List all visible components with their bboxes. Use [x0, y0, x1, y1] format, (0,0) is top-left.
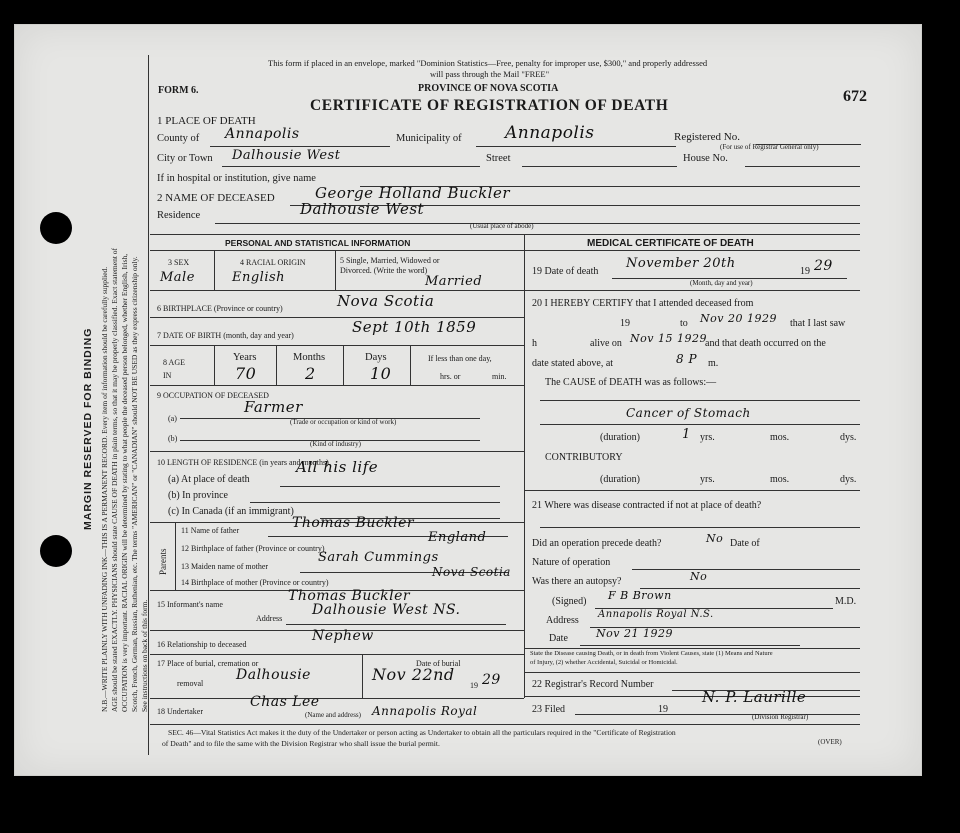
years-label: Years [233, 352, 257, 363]
filed-year-prefix: 19 [658, 704, 668, 715]
municipality-line [476, 146, 676, 147]
birthplace-label: 6 BIRTHPLACE (Province or country) [157, 304, 283, 313]
filed-label: 23 Filed [532, 704, 566, 715]
cause-blank-line [540, 400, 860, 401]
father-name-value: Thomas Buckler [292, 515, 415, 531]
residence-line [215, 223, 860, 224]
residence-note: (Usual place of abode) [470, 222, 534, 230]
instruction-line-4: Scotch, French, German, Russian, Ruthenian, etc. The terms "AMERICAN" or "CANADIAN" should NOT BE USED as they express citizenship only. [130, 256, 139, 712]
cause-value: Cancer of Stomach [626, 406, 751, 420]
burial-label-1: 17 Place of burial, cremation or [157, 659, 259, 668]
division-registrar-signature: N. P. Laurille [702, 688, 807, 706]
column-divider [524, 234, 525, 698]
residence-a-value: All his life [296, 458, 379, 476]
father-name-label: 11 Name of father [181, 526, 240, 535]
operation-label: Did an operation precede death? [532, 538, 662, 549]
last-saw-label: that I last saw [790, 318, 846, 329]
medical-heading-line [524, 250, 860, 251]
certify-label: 20 I HEREBY CERTIFY that I attended deceased from [532, 298, 754, 309]
row-7-line [150, 345, 524, 346]
mail-notice-line-1: This form if placed in an envelope, marked "Dominion Statistics—Free, penalty for improper use, $300," and properly addressed [268, 58, 708, 68]
burial-year-value: 29 [482, 672, 501, 688]
instruction-line-1: N.B.—WRITE PLAINLY WITH UNFADING INK—THIS IS A PERMANENT RECORD. Every item of information should be carefully supplied. [100, 266, 109, 712]
division-registrar-note: (Division Registrar) [752, 713, 809, 721]
row-19-line [524, 290, 860, 291]
medical-date-value: Nov 21 1929 [596, 627, 673, 640]
registered-no-label: Registered No. [674, 131, 740, 143]
binding-hole-top [40, 212, 72, 244]
dob-label: 7 DATE OF BIRTH (month, day and year) [157, 331, 294, 340]
cause-yrs-label: yrs. [700, 432, 715, 443]
row-violent-line [524, 672, 860, 673]
row-17-line [150, 698, 524, 699]
alive-prefix: h [532, 338, 537, 349]
over-note: (OVER) [818, 738, 842, 746]
md-label: M.D. [835, 596, 857, 607]
instruction-line-3: OCCUPATION is very important. RACIAL ORIGIN will be determined by stating to what people the deceased person belonged, whether English, Irish, [120, 253, 129, 712]
signed-label: (Signed) [552, 596, 587, 607]
hospital-label: If in hospital or institution, give name [157, 173, 316, 184]
burial-label-2: removal [177, 679, 204, 688]
informant-address-label: Address [256, 614, 283, 623]
occupation-industry-note: (Kind of industry) [310, 440, 361, 448]
street-line [522, 166, 677, 167]
q21-label: 21 Where was disease contracted if not at place of death? [532, 500, 762, 511]
relationship-value: Nephew [312, 628, 374, 644]
relationship-label: 16 Relationship to deceased [157, 640, 247, 649]
section-46-line-2: of Death" and to file the same with the Division Registrar who shall issue the burial permit. [162, 739, 440, 748]
years-value: 70 [235, 364, 257, 383]
attended-from-prefix: 19 [620, 318, 630, 329]
medical-sign-box-line [524, 648, 860, 649]
undertaker-address-value: Annapolis Royal [372, 704, 478, 718]
attended-to-value: Nov 20 1929 [700, 312, 777, 325]
cause-dys-label: dys. [840, 432, 857, 443]
municipality-value: Annapolis [505, 123, 595, 143]
death-occurred-label: and that death occurred on the [705, 338, 826, 349]
form-number: FORM 6. [158, 85, 199, 96]
time-value: 8 P [676, 352, 698, 366]
mother-birthplace-value: Nova Scotia [432, 565, 511, 579]
residence-c-label: (c) In Canada (if an immigrant) [168, 506, 294, 517]
hrs-label: hrs. or [440, 372, 461, 381]
marital-label-2: Divorced. (Write the word) [340, 266, 428, 275]
days-label: Days [365, 352, 387, 363]
operation-value: No [706, 532, 724, 545]
months-value: 2 [305, 364, 316, 383]
death-year-prefix: 19 [800, 266, 810, 277]
age-divider-4 [410, 345, 411, 385]
father-birthplace-value: England [428, 530, 487, 545]
burial-divider [362, 654, 363, 698]
occupation-label: 9 OCCUPATION OF DECEASED [157, 391, 269, 400]
row-22-line [524, 696, 860, 697]
city-value: Dalhousie West [232, 148, 341, 163]
contrib-mos-label: mos. [770, 474, 790, 485]
binding-hole-bottom [40, 535, 72, 567]
father-birthplace-label: 12 Birthplace of father (Province or country) [181, 544, 325, 553]
house-no-label: House No. [683, 153, 728, 164]
county-line [210, 146, 390, 147]
mother-birthplace-label: 14 Birthplace of mother (Province or country) [181, 578, 329, 587]
medical-cert-heading: MEDICAL CERTIFICATE OF DEATH [587, 238, 754, 249]
parents-divider [175, 522, 176, 590]
residence-length-label: 10 LENGTH OF RESIDENCE (in years and months) [157, 458, 329, 467]
less-than-day-label: If less than one day, [428, 354, 492, 363]
burial-date-value: Nov 22nd [372, 665, 455, 684]
mother-name-label: 13 Maiden name of mother [181, 562, 269, 571]
undertaker-note: (Name and address) [305, 711, 361, 719]
cause-duration-value: 1 [682, 427, 691, 442]
informant-label: 15 Informant's name [157, 600, 223, 609]
contributory-line [524, 490, 860, 491]
province-name: PROVINCE OF NOVA SCOTIA [418, 83, 559, 94]
occupation-b: (b) [168, 434, 178, 443]
occupation-trade-note: (Trade or occupation or kind of work) [290, 418, 397, 426]
days-value: 10 [370, 364, 392, 383]
alive-on-value: Nov 15 1929 [630, 332, 707, 345]
burial-date-label: Date of burial [416, 659, 461, 668]
deceased-name-value: George Holland Buckler [315, 184, 511, 202]
street-label: Street [486, 153, 511, 164]
city-line [222, 166, 480, 167]
age-divider-3 [343, 345, 344, 385]
residence-b-label: (b) In province [168, 490, 228, 501]
operation-date-label: Date of [730, 538, 760, 549]
cause-duration-label: (duration) [600, 432, 640, 443]
personal-info-heading: PERSONAL AND STATISTICAL INFORMATION [225, 238, 411, 248]
residence-label: Residence [157, 210, 201, 221]
residence-a-label: (a) At place of death [168, 474, 250, 485]
table-top-line [150, 234, 860, 235]
signed-value: F B Brown [608, 589, 672, 602]
cause-line [540, 424, 860, 425]
months-label: Months [293, 352, 326, 363]
place-of-death-label: 1 PLACE OF DEATH [157, 115, 256, 127]
attended-to-label: to [680, 318, 688, 329]
mother-name-value: Sarah Cummings [318, 550, 439, 565]
row-5-line [150, 290, 524, 291]
county-value: Annapolis [225, 126, 300, 142]
contrib-dys-label: dys. [840, 474, 857, 485]
residence-a-line [280, 486, 500, 487]
nature-operation-label: Nature of operation [532, 557, 611, 568]
violent-note-2: of Injury, (2) whether Accidental, Suicidal or Homicidal. [530, 659, 678, 666]
binding-margin-label: MARGIN RESERVED FOR BINDING [82, 327, 94, 530]
death-date-note: (Month, day and year) [690, 279, 753, 287]
residence-value: Dalhousie West [300, 200, 425, 218]
medical-address-value: Annapolis Royal N.S. [598, 609, 714, 620]
instruction-line-2: AGE should be stated EXACTLY. PHYSICIANS should state CAUSE OF DEATH in plain terms, so that it may be properly classified. Exact statement of [110, 247, 119, 712]
contrib-yrs-label: yrs. [700, 474, 715, 485]
filed-line [575, 714, 860, 715]
marital-label-1: 5 Single, Married, Widowed or [340, 256, 440, 265]
informant-line [286, 624, 506, 625]
instruction-line-5: See instructions on back of this form. [140, 599, 149, 712]
record-number-label: 22 Registrar's Record Number [532, 679, 654, 690]
racial-origin-value: English [232, 270, 286, 285]
medical-date-line [580, 645, 800, 646]
house-line [745, 166, 860, 167]
city-label: City or Town [157, 153, 213, 164]
deceased-name-label: 2 NAME OF DECEASED [157, 192, 275, 204]
burial-year-prefix: 19 [470, 681, 478, 690]
informant-address-value: Dalhousie West NS. [312, 602, 461, 618]
burial-place-value: Dalhousie [236, 667, 311, 683]
nature-line [632, 569, 860, 570]
certificate-number: 672 [843, 88, 867, 105]
autopsy-label: Was there an autopsy? [532, 576, 622, 587]
residence-b-line [250, 502, 500, 503]
personal-heading-line [150, 250, 524, 251]
race-divider [335, 250, 336, 290]
medical-date-label: Date [549, 633, 568, 644]
min-label: min. [492, 372, 507, 381]
sex-divider [214, 250, 215, 290]
medical-address-label: Address [546, 615, 579, 626]
certificate-title: CERTIFICATE OF REGISTRATION OF DEATH [310, 97, 669, 114]
informant-value: Thomas Buckler [288, 588, 411, 604]
contributory-label: CONTRIBUTORY [545, 452, 623, 463]
sex-value: Male [160, 270, 195, 285]
occupation-a: (a) [168, 414, 177, 423]
death-date-value: November 20th [626, 256, 736, 271]
date-stated-label: date stated above, at [532, 358, 614, 369]
undertaker-label: 18 Undertaker [157, 707, 203, 716]
row-16-line [150, 654, 524, 655]
age-divider-2 [276, 345, 277, 385]
contrib-duration-label: (duration) [600, 474, 640, 485]
sex-label: 3 SEX [168, 258, 190, 267]
racial-origin-label: 4 RACIAL ORIGIN [240, 258, 306, 267]
parents-label: Parents [158, 548, 168, 575]
autopsy-line [640, 588, 860, 589]
section-46-line-1: SEC. 46—Vital Statistics Act makes it the duty of the Undertaker or person acting as Undertaker to obtain all the particulars required in the "Certificate of Registration [168, 728, 676, 737]
row-9-line [150, 451, 524, 452]
autopsy-value: No [690, 570, 708, 583]
cause-label: The CAUSE of DEATH was as follows:— [545, 377, 717, 388]
age-divider-1 [214, 345, 215, 385]
occupation-value: Farmer [244, 398, 303, 416]
undertaker-value: Chas Lee [250, 694, 320, 710]
county-label: County of [157, 133, 200, 144]
alive-on-label: alive on [590, 338, 622, 349]
time-suffix: m. [708, 358, 719, 369]
violent-note-1: State the Disease causing Death, or in death from Violent Causes, state (1) Means and Nature [530, 650, 773, 657]
birthplace-value: Nova Scotia [337, 292, 435, 310]
mail-notice-line-2: will pass through the Mail "FREE" [430, 69, 550, 79]
death-date-label: 19 Date of death [532, 266, 599, 277]
municipality-label: Municipality of [396, 133, 462, 144]
death-year-value: 29 [814, 258, 833, 274]
dob-value: Sept 10th 1859 [352, 318, 477, 336]
q21-line [540, 527, 860, 528]
margin-divider [148, 55, 149, 755]
row-8-line [150, 385, 524, 386]
registrar-use-note: (For use of Registrar General only) [720, 143, 819, 151]
footer-top-line [150, 724, 860, 725]
marital-value: Married [425, 274, 483, 289]
age-label: 8 AGE IN [163, 358, 185, 380]
cause-mos-label: mos. [770, 432, 790, 443]
